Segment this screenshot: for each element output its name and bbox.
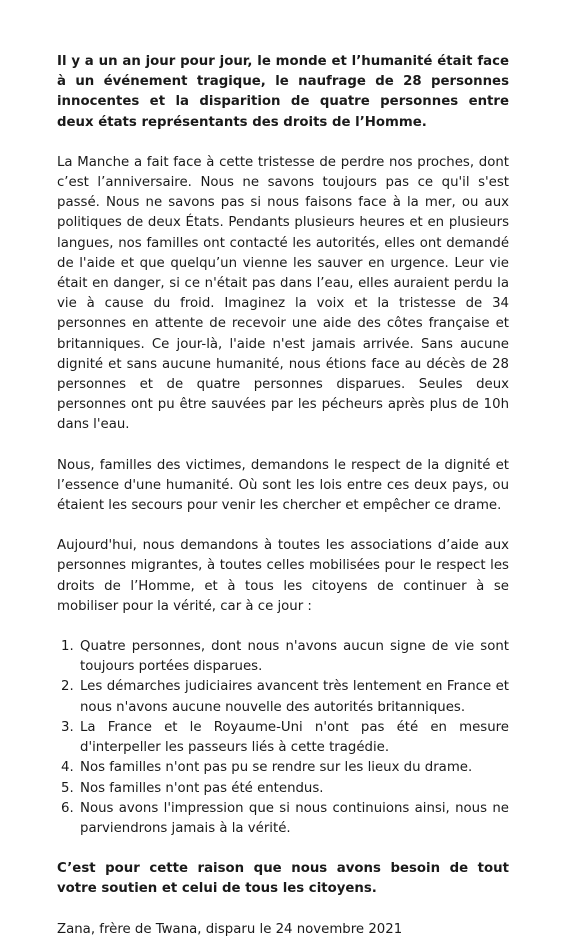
- list-number: 6.: [61, 800, 74, 816]
- document-page: [57, 52, 509, 940]
- list-number: 5.: [61, 780, 74, 796]
- signature: Zana, frère de Twana, disparu le 24 novembre 2021: [57, 921, 403, 937]
- list-item-text: Les démarches judiciaires avancent très lentement en France et nous n'avons aucune nouvelle des autorités britanniques.: [80, 679, 509, 715]
- list-item-text: Quatre personnes, dont nous n'avons aucun signe de vie sont toujours portées disparues.: [80, 639, 509, 675]
- body-paragraph-2: Nous, familles des victimes, demandons le respect de la dignité et l’essence d'une humanité. Où sont les lois entre ces deux pays, ou étaient les secours pour venir les chercher et empêcher ce drame.: [57, 457, 509, 514]
- list-item: [61, 718, 509, 758]
- list-number: 2.: [61, 679, 74, 695]
- list-item-text: Nos familles n'ont pas été entendus.: [80, 780, 324, 796]
- body-paragraph-3: Aujourd'hui, nous demandons à toutes les associations d’aide aux personnes migrantes, à toutes celles mobilisées pour le respect les droits de l’Homme, et à tous les citoyens de continuer à se mobiliser pour la vérité, car à ce jour :: [57, 538, 509, 614]
- demands-list: [57, 637, 509, 839]
- list-item: [61, 779, 509, 799]
- list-item: [61, 637, 509, 677]
- list-item-text: Nous avons l'impression que si nous continuions ainsi, nous ne parviendrons jamais à la vérité.: [80, 800, 509, 836]
- closing-paragraph: C’est pour cette raison que nous avons besoin de tout votre soutien et celui de tous les citoyens.: [57, 861, 509, 897]
- list-item-text: Nos familles n'ont pas pu se rendre sur les lieux du drame.: [80, 760, 473, 776]
- body-paragraph-1: La Manche a fait face à cette tristesse de perdre nos proches, dont c’est l’anniversaire. Nous ne savons toujours pas ce qu'il s'est passé. Nous ne savons pas si nous faisons face à la mer, ou aux politiques de deux États. Pendants plusieurs heures et en plusieurs langues, nos familles ont contacté les autorités, elles ont demandé de l'aide et que quelqu’un vienne les sauver en urgence. Leur vie était en danger, si ce n'était pas dans l’eau, elles auraient perdu la vie à cause du froid. Imaginez la voix et la tristesse de 34 personnes en attente de recevoir une aide des côtes française et britanniques. Ce jour-là, l'aide n'est jamais arrivée. Sans aucune dignité et sans aucune humanité, nous étions face au décès de 28 personnes et de quatre personnes disparues. Seules deux personnes ont pu être sauvées par les pécheurs après plus de 10h dans l'eau.: [57, 154, 509, 433]
- list-number: 1.: [61, 639, 74, 655]
- list-item-text: La France et le Royaume-Uni n'ont pas été en mesure d'interpeller les passeurs liés à cette tragédie.: [80, 719, 509, 756]
- list-item: [61, 799, 509, 839]
- list-number: 4.: [61, 760, 74, 776]
- list-item: [61, 758, 509, 778]
- list-number: 3.: [61, 719, 74, 735]
- list-item: [61, 677, 509, 717]
- intro-paragraph: Il y a un an jour pour jour, le monde et l’humanité était face à un événement tragique, le naufrage de 28 personnes innocentes et la disparition de quatre personnes entre deux états représentants des droits de l’Homme.: [57, 54, 509, 130]
